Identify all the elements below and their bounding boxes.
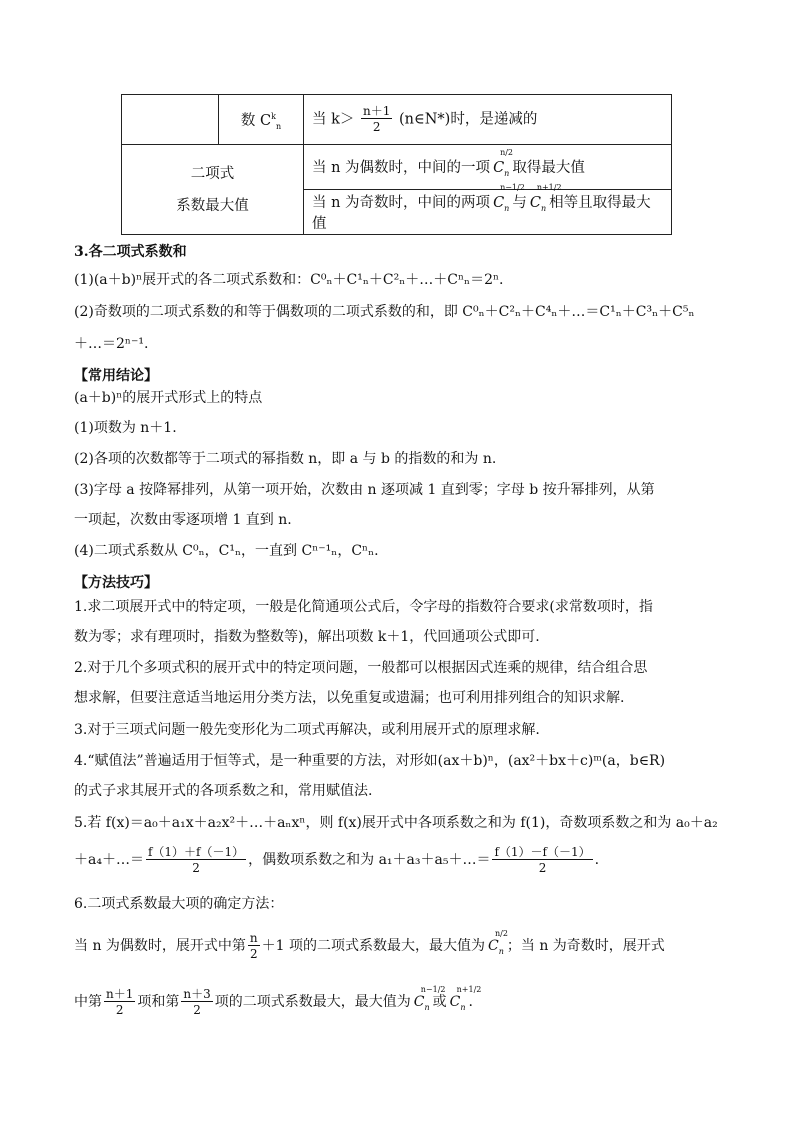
text-line: (1)项数为 n＋1. [74, 420, 177, 436]
text-segment: . [468, 994, 473, 1010]
text-line: (2)各项的次数都等于二项式的幂指数 n，即 a 与 b 的指数的和为 n. [74, 451, 497, 467]
combination-superscript: n−1/2 [500, 182, 525, 192]
fraction [181, 987, 212, 1018]
section-heading: 【方法技巧】 [74, 575, 158, 591]
combination-symbol: C n+1/2 $_n$ [450, 982, 466, 1028]
text-segment: 当 n 为偶数时，展开式中第 [74, 938, 246, 954]
fraction-numerator: f（1）＋f（－1） [147, 844, 245, 859]
fraction-numerator: n＋3 [183, 986, 211, 1001]
fraction [146, 845, 246, 876]
table-cell-empty [122, 95, 219, 145]
combination-symbol: C n/2 $_n$ [488, 926, 504, 972]
table-cell [304, 95, 672, 145]
combination-superscript: n/2 [500, 148, 513, 158]
text-line: 1.求二项展开式中的特定项，一般是化简通项公式后，令字母的指数符合要求(求常数项时，指 [74, 599, 653, 615]
binomial-property-table [121, 94, 672, 235]
table-cell: 数 $C^k_n$ [219, 95, 304, 145]
fraction [492, 845, 592, 876]
table-row [122, 145, 672, 190]
fraction-denominator: 2 [249, 946, 258, 961]
fraction-denominator: 2 [372, 120, 381, 134]
text-line: 数为零；求有理项时，指数为整数等)，解出项数 k＋1，代回通项公式即可. [74, 629, 540, 645]
combination-letter: C [529, 194, 541, 211]
fraction [361, 104, 392, 135]
equation-text: ＋a₄＋…＝ [74, 852, 144, 868]
text-segment: ＋1 项的二项式系数最大，最大值为 [261, 938, 486, 954]
text-segment: 中第 [74, 994, 102, 1010]
text-line: 3.对于三项式问题一般先变形化为二项式再解决，或利用展开式的原理求解. [74, 722, 540, 738]
fraction [104, 987, 135, 1018]
equation-text: ，偶数项系数之和为 a₁＋a₃＋a₅＋…＝ [248, 852, 491, 868]
fraction [248, 931, 260, 962]
cell-text: 与 [512, 194, 527, 211]
cell-text: 取得最大值 [512, 160, 585, 177]
text-line: 5.若 f(x)＝a₀＋a₁x＋a₂x²＋…＋aₙxⁿ，则 f(x)展开式中各项系数之和为 f(1)，奇数项系数之和为 a₀＋a₂ [74, 815, 718, 831]
cell-text: 系数最大值 [176, 197, 249, 214]
text-line [74, 982, 734, 1028]
fraction-numerator: n [249, 930, 258, 945]
text-line: (3)字母 a 按降幂排列，从第一项开始，次数由 n 逐项减 1 直到零；字母 b 按升幂排列，从第 [74, 482, 655, 498]
table-cell [304, 145, 672, 190]
table-row [122, 95, 672, 145]
text-line: 想求解，但要注意适当地运用分类方法，以免重复或遗漏；也可利用排列组合的知识求解. [74, 690, 625, 706]
combination-symbol: C n−1/2 $_n$ [414, 982, 430, 1028]
cell-text: 当 n 为奇数时，中间的两项 [312, 194, 491, 211]
text-line: (2)奇数项的二项式系数的和等于偶数项的二项式系数的和，即 C⁰ₙ＋C²ₙ＋C⁴ₙ＋…＝C¹ₙ＋C³ₙ＋C⁵ₙ [74, 304, 695, 320]
text-line: 6.二项式系数最大项的确定方法： [74, 896, 284, 912]
text-segment: 项和第 [137, 994, 180, 1010]
cell-text: 数 C [240, 112, 272, 129]
combination-superscript: n+1/2 [456, 985, 482, 994]
section-heading: 【常用结论】 [74, 368, 158, 384]
combination-letter: C [493, 194, 505, 211]
text-line: (4)二项式系数从 C⁰ₙ，C¹ₙ，一直到 Cⁿ⁻¹ₙ，Cⁿₙ. [74, 543, 379, 559]
text-segment: ；当 n 为奇数时，展开式 [506, 938, 665, 954]
fraction-denominator: 2 [538, 860, 547, 875]
cell-text: 相等且取得最大值 [312, 194, 651, 233]
combination-letter: C [488, 938, 499, 954]
fraction-numerator: n＋1 [106, 986, 134, 1001]
combination-letter: C [449, 994, 461, 1010]
cell-text: 二项式 [190, 165, 235, 182]
combination-letter: C [413, 994, 425, 1010]
text-line: (1)(a＋b)ⁿ展开式的各二项式系数和：C⁰ₙ＋C¹ₙ＋C²ₙ＋…＋Cⁿₙ＝2ⁿ. [74, 272, 504, 288]
combination-symbol: C n/2 $_n$ [493, 148, 513, 178]
combination-symbol: C n+1/2 $_n$ [529, 182, 562, 213]
equation-line [74, 838, 734, 882]
text-line: (a＋b)ⁿ的展开式形式上的特点 [74, 390, 263, 406]
text-line [74, 926, 734, 972]
combination-superscript: n+1/2 [536, 182, 562, 192]
table-cell [304, 182, 672, 235]
text-line: 4.“赋值法”普遍适用于恒等式，是一种重要的方法，对形如(ax＋b)ⁿ，(ax²＋bx＋c)ᵐ(a，b∈R) [74, 753, 666, 769]
fraction-denominator: 2 [115, 1002, 124, 1017]
fraction-numerator: n＋1 [363, 104, 391, 118]
combination-symbol: C n−1/2 $_n$ [493, 182, 525, 213]
cell-text: 当 n 为偶数时，中间的一项 [312, 160, 491, 177]
combination-superscript: n−1/2 [420, 985, 446, 994]
text-segment: 项的二项式系数最大，最大值为 [214, 994, 411, 1010]
equation-text: . [594, 852, 600, 868]
cell-text: 当 k＞ [312, 111, 355, 128]
section-heading: 3.各二项式系数和 [74, 244, 187, 260]
cell-text: (n∈N*)时，是递减的 [399, 111, 538, 128]
fraction-numerator: f（1）－f（－1） [494, 844, 591, 859]
text-segment: 或 [432, 994, 447, 1010]
text-line: 一项起，次数由零逐项增 1 直到 n. [74, 512, 292, 528]
text-line: 的式子求其展开式的各项系数之和，常用赋值法. [74, 783, 373, 799]
fraction-denominator: 2 [192, 860, 200, 875]
combination-letter: C [493, 160, 505, 177]
fraction-denominator: 2 [193, 1002, 201, 1017]
table-cell-label [122, 145, 304, 235]
text-line: ＋…＝2ⁿ⁻¹. [74, 336, 149, 352]
text-line: 2.对于几个多项式积的展开式中的特定项问题，一般都可以根据因式连乘的规律，结合组合思 [74, 660, 648, 676]
combination-superscript: n/2 [495, 929, 508, 938]
